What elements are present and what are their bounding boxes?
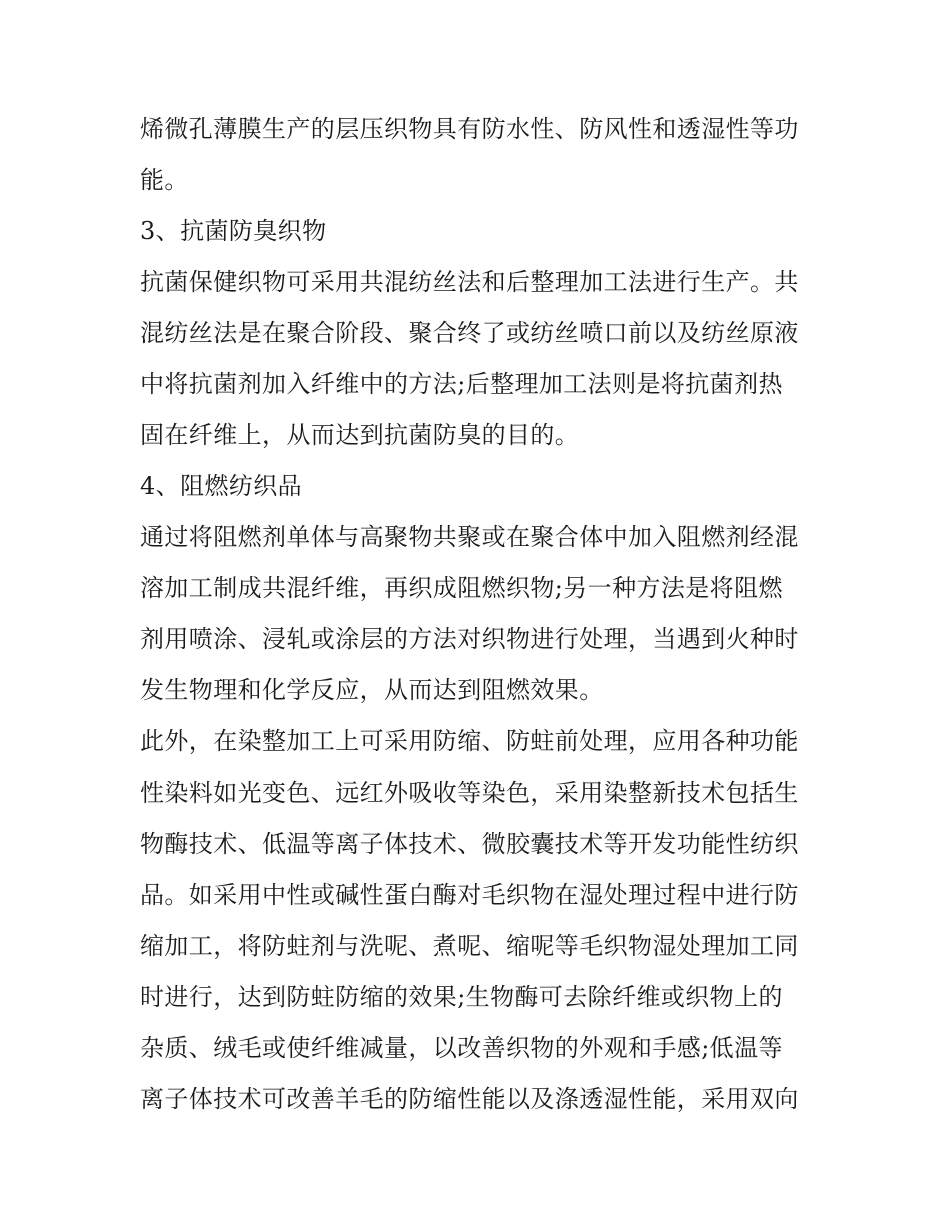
section-heading: 3、抗菌防臭织物 <box>140 217 327 245</box>
paragraph-line: 此外，在染整加工上可采用防缩、防蛀前处理，应用各种功能 <box>140 727 799 755</box>
paragraph-line: 溶加工制成共混纤维，再织成阻燃织物;另一种方法是将阻燃 <box>140 574 783 602</box>
paragraph-line: 混纺丝法是在聚合阶段、聚合终了或纺丝喷口前以及纺丝原液 <box>140 319 799 347</box>
paragraph-line: 通过将阻燃剂单体与高聚物共聚或在聚合体中加入阻燃剂经混 <box>140 523 799 551</box>
paragraph-line: 离子体技术可改善羊毛的防缩性能以及涤透湿性能，采用双向 <box>140 1085 799 1113</box>
paragraph-line: 发生物理和化学反应，从而达到阻燃效果。 <box>140 676 604 704</box>
paragraph-line: 缩加工，将防蛀剂与洗呢、煮呢、缩呢等毛织物湿处理加工同 <box>140 932 799 960</box>
paragraph-line: 剂用喷涂、浸轧或涂层的方法对织物进行处理，当遇到火种时 <box>140 625 799 653</box>
paragraph-line: 物酶技术、低温等离子体技术、微胶囊技术等开发功能性纺织 <box>140 830 799 858</box>
paragraph-line: 时进行，达到防蛀防缩的效果;生物酶可去除纤维或织物上的 <box>140 983 783 1011</box>
paragraph-line: 品。如采用中性或碱性蛋白酶对毛织物在湿处理过程中进行防 <box>140 881 799 909</box>
section-heading: 4、阻燃纺织品 <box>140 472 303 500</box>
paragraph-line: 性染料如光变色、远红外吸收等染色，采用染整新技术包括生 <box>140 779 799 807</box>
paragraph-line: 能。 <box>140 166 189 194</box>
paragraph-line: 抗菌保健织物可采用共混纺丝法和后整理加工法进行生产。共 <box>140 268 799 296</box>
paragraph-line: 烯微孔薄膜生产的层压织物具有防水性、防风性和透湿性等功 <box>140 115 799 143</box>
paragraph-line: 杂质、绒毛或使纤维减量，以改善织物的外观和手感;低温等 <box>140 1034 783 1062</box>
paragraph-line: 固在纤维上，从而达到抗菌防臭的目的。 <box>140 421 580 449</box>
paragraph-line: 中将抗菌剂加入纤维中的方法;后整理加工法则是将抗菌剂热 <box>140 370 783 398</box>
